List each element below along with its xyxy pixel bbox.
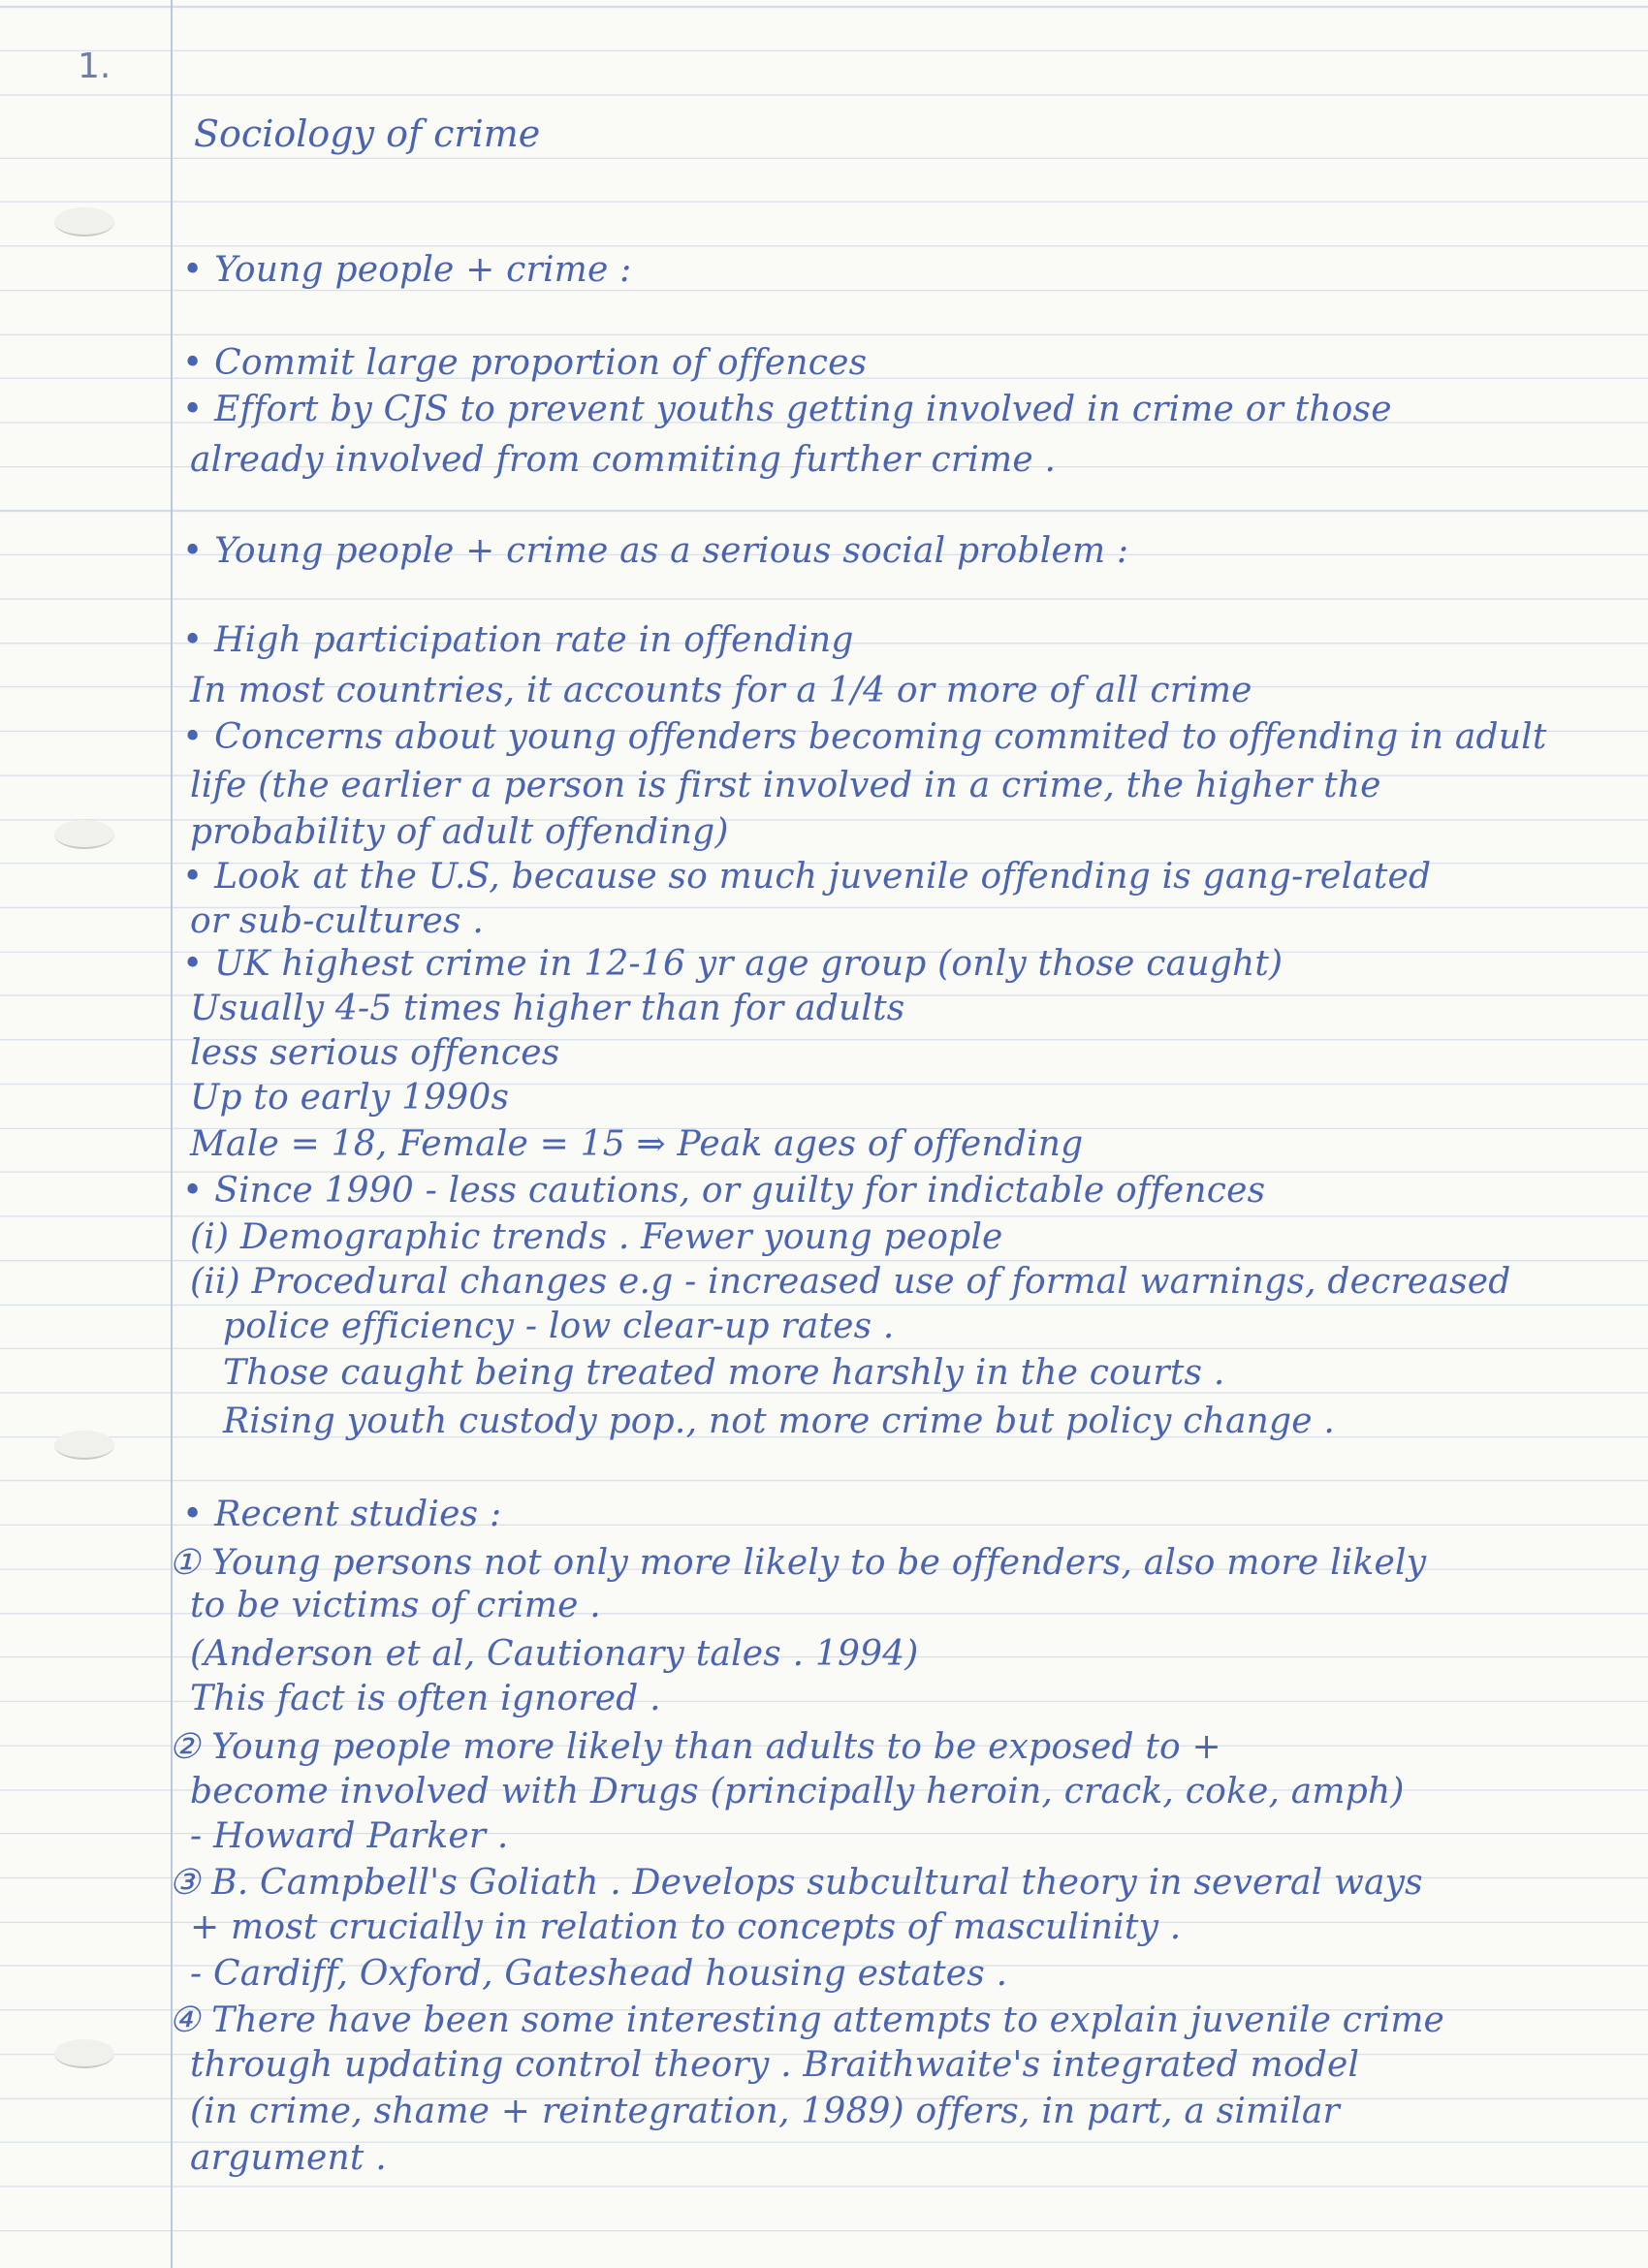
heading-recent-studies: • Recent studies :: [182, 1495, 502, 1534]
note-line: ② Young people more likely than adults to be exposed to +: [169, 1727, 1221, 1767]
punch-hole: [54, 2039, 114, 2068]
note-line: Those caught being treated more harshly in the courts .: [223, 1353, 1225, 1393]
note-line: police efficiency - low clear-up rates .: [223, 1307, 895, 1346]
note-line: ③ B. Campbell's Goliath . Develops subcultural theory in several ways: [169, 1863, 1423, 1903]
note-line: (Anderson et al, Cautionary tales . 1994): [190, 1634, 919, 1674]
note-line: to be victims of crime .: [190, 1586, 601, 1625]
note-line: • Look at the U.S, because so much juvenile offending is gang-related: [182, 857, 1432, 897]
note-line: • Commit large proportion of offences: [182, 343, 868, 383]
note-line: • Effort by CJS to prevent youths getting involved in crime or those: [182, 390, 1392, 429]
note-line: In most countries, it accounts for a 1/4 or more of all crime: [190, 671, 1252, 710]
page-title: Sociology of crime: [194, 112, 541, 155]
punch-hole: [54, 820, 114, 849]
note-line: (ii) Procedural changes e.g - increased use of formal warnings, decreased: [190, 1262, 1511, 1302]
note-line: already involved from commiting further crime .: [190, 440, 1057, 480]
note-line: • Since 1990 - less cautions, or guilty for indictable offences: [182, 1171, 1266, 1211]
note-line: or sub-cultures .: [190, 901, 484, 941]
note-line: - Cardiff, Oxford, Gateshead housing estates .: [190, 1954, 1008, 1994]
note-line: Rising youth custody pop., not more crime but policy change .: [223, 1402, 1336, 1441]
note-line: • Concerns about young offenders becoming commited to offending in adult: [182, 717, 1547, 757]
note-line: probability of adult offending): [190, 812, 729, 852]
punch-hole: [54, 1431, 114, 1460]
note-line: ④ There have been some interesting attempts to explain juvenile crime: [169, 2000, 1445, 2040]
note-line: - Howard Parker .: [190, 1816, 509, 1856]
heading-social-problem: • Young people + crime as a serious social problem :: [182, 531, 1129, 571]
note-line: less serious offences: [190, 1033, 560, 1073]
note-line: • High participation rate in offending: [182, 620, 854, 660]
page-number: 1.: [78, 47, 111, 86]
note-line: + most crucially in relation to concepts of masculinity .: [190, 1907, 1182, 1947]
note-line: • UK highest crime in 12-16 yr age group (only those caught): [182, 944, 1284, 984]
note-line: (in crime, shame + reintegration, 1989) offers, in part, a similar: [190, 2092, 1340, 2131]
note-line: life (the earlier a person is first involved in a crime, the higher the: [190, 766, 1381, 805]
heading-young-people-crime: • Young people + crime :: [182, 250, 632, 290]
note-line: Up to early 1990s: [190, 1078, 510, 1118]
note-line: Usually 4-5 times higher than for adults: [190, 989, 905, 1028]
note-line: argument .: [190, 2138, 387, 2178]
note-line: become involved with Drugs (principally heroin, crack, coke, amph): [190, 1772, 1405, 1811]
punch-hole: [54, 207, 114, 236]
note-line: This fact is often ignored .: [190, 1679, 661, 1718]
note-line: (i) Demographic trends . Fewer young people: [190, 1217, 1003, 1257]
note-line: ① Young persons not only more likely to be offenders, also more likely: [169, 1543, 1427, 1583]
note-line: through updating control theory . Braithwaite's integrated model: [190, 2045, 1360, 2085]
note-line: Male = 18, Female = 15 ⇒ Peak ages of offending: [190, 1124, 1084, 1164]
margin-line: [171, 0, 173, 2268]
